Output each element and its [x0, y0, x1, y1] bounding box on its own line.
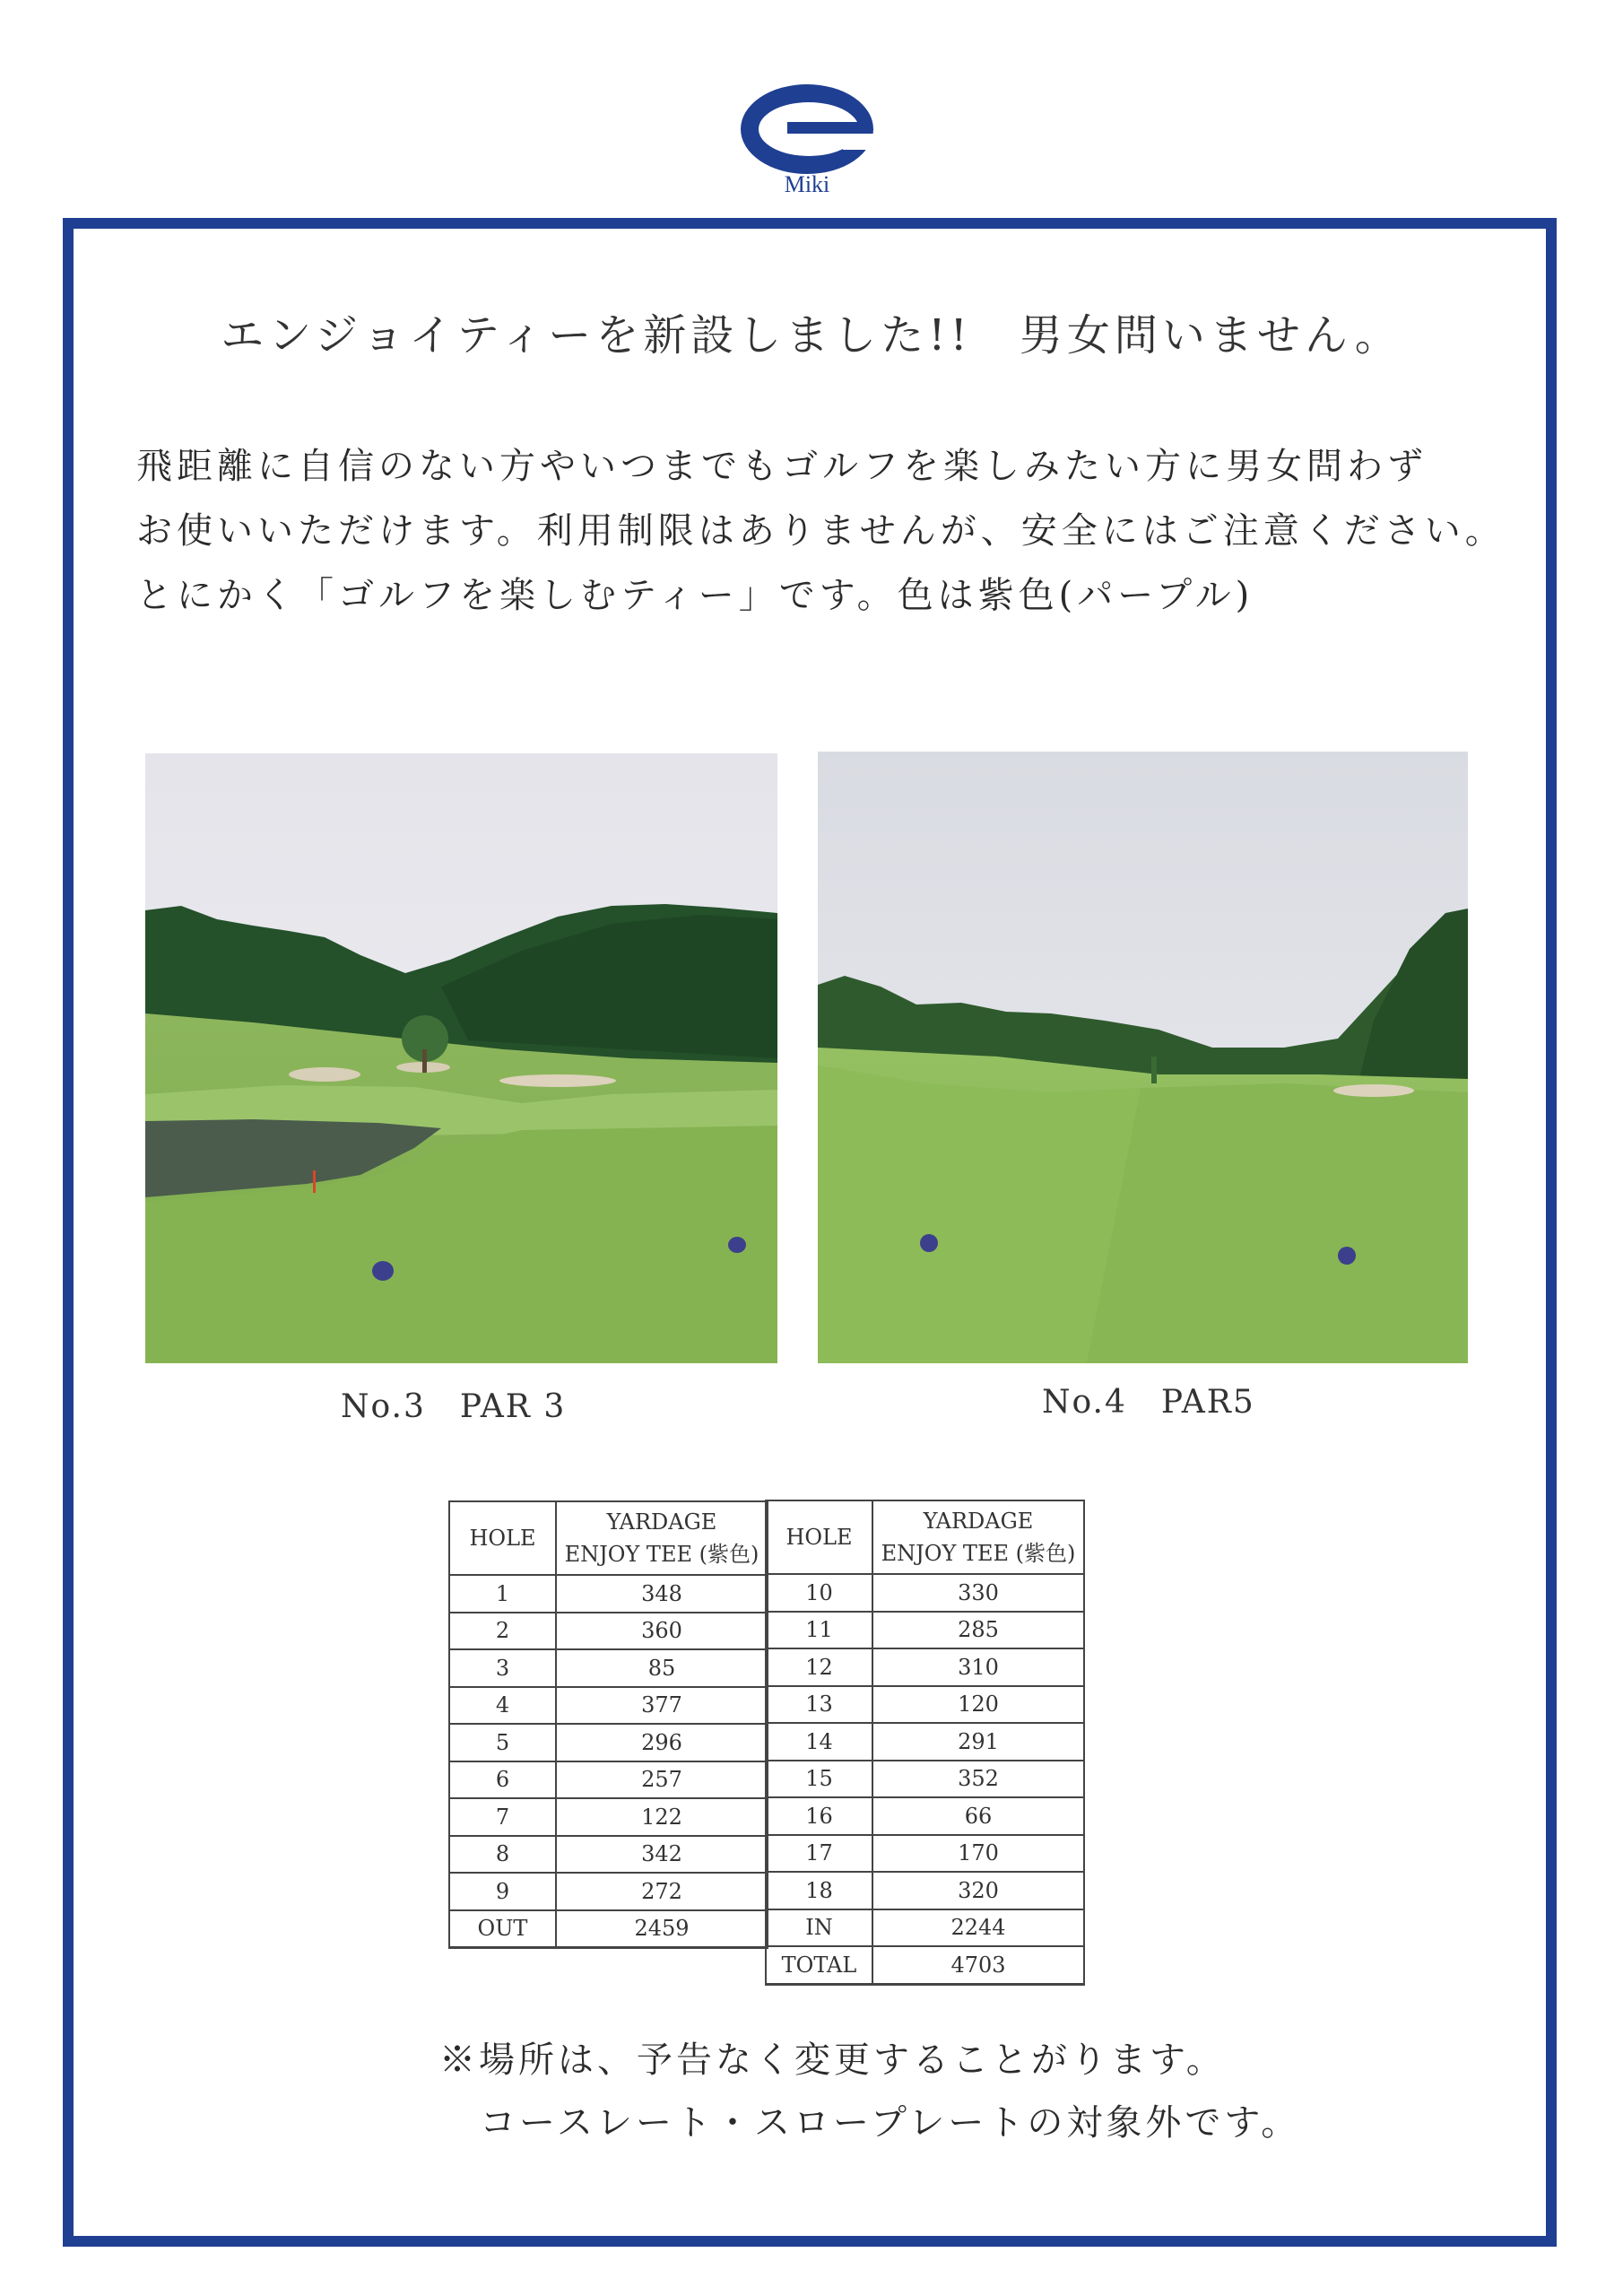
hole-cell: 16 — [766, 1797, 872, 1835]
hole-header: HOLE — [449, 1501, 556, 1575]
body-line-1: 飛距離に自信のない方やいつまでもゴルフを楽しみたい方に男女問わず — [136, 446, 1428, 487]
hole-cell: 4 — [449, 1687, 556, 1725]
yards-cell: 310 — [872, 1648, 1084, 1686]
table-row — [449, 1761, 768, 1799]
hole-cell: 2 — [449, 1613, 556, 1650]
out-total-row — [449, 1910, 768, 1948]
table-row — [766, 1872, 1084, 1909]
yards-cell: 4703 — [872, 1946, 1084, 1984]
hole-cell: 6 — [449, 1761, 556, 1799]
table-row — [766, 1686, 1084, 1724]
hole-cell: OUT — [449, 1910, 556, 1948]
hole-cell: 18 — [766, 1872, 872, 1909]
hole-cell: 12 — [766, 1648, 872, 1686]
yardage-header: YARDAGE ENJOY TEE (紫色) — [556, 1501, 768, 1575]
hole-cell: 11 — [766, 1612, 872, 1649]
table-row — [449, 1687, 768, 1725]
yards-cell: 330 — [872, 1574, 1084, 1612]
yards-cell: 257 — [556, 1761, 768, 1799]
yards-cell: 2244 — [872, 1909, 1084, 1947]
hole-cell: 9 — [449, 1873, 556, 1910]
table-row — [766, 1574, 1084, 1612]
table-row — [449, 1798, 768, 1836]
table-row — [766, 1761, 1084, 1798]
notice-line-2: コースレート・スロープレートの対象外です。 — [480, 2102, 1301, 2144]
hole-cell: IN — [766, 1909, 872, 1947]
yardage-table-back — [765, 1500, 1085, 1986]
hole-cell: 8 — [449, 1836, 556, 1874]
hole-cell: 14 — [766, 1723, 872, 1761]
hole-cell: 1 — [449, 1575, 556, 1613]
table-row — [449, 1873, 768, 1910]
miki-logo — [735, 83, 879, 199]
grand-total-row — [766, 1946, 1084, 1984]
yards-cell: 291 — [872, 1723, 1084, 1761]
yards-cell: 377 — [556, 1687, 768, 1725]
hole-3-caption: No.3 PAR 3 — [341, 1388, 567, 1425]
hole-cell: 5 — [449, 1724, 556, 1761]
yards-cell: 320 — [872, 1872, 1084, 1909]
yards-cell: 285 — [872, 1612, 1084, 1649]
yards-cell: 120 — [872, 1686, 1084, 1724]
hole-3-photo — [145, 753, 777, 1363]
table-row — [766, 1723, 1084, 1761]
miki-logo-mark-icon — [735, 83, 879, 199]
yards-cell: 170 — [872, 1835, 1084, 1873]
yards-cell: 122 — [556, 1798, 768, 1836]
table-row — [766, 1612, 1084, 1649]
yards-cell: 352 — [872, 1761, 1084, 1798]
yards-cell: 85 — [556, 1649, 768, 1687]
table-row — [449, 1649, 768, 1687]
yards-cell: 348 — [556, 1575, 768, 1613]
yards-cell: 360 — [556, 1613, 768, 1650]
hole-cell: 3 — [449, 1649, 556, 1687]
yards-cell: 2459 — [556, 1910, 768, 1948]
hole-cell: 17 — [766, 1835, 872, 1873]
yards-cell: 66 — [872, 1797, 1084, 1835]
table-row — [766, 1835, 1084, 1873]
table-row — [449, 1724, 768, 1761]
yardage-table-front — [448, 1500, 768, 1949]
yards-cell: 342 — [556, 1836, 768, 1874]
table-row — [766, 1797, 1084, 1835]
hole-cell: 15 — [766, 1761, 872, 1798]
hole-header: HOLE — [766, 1500, 872, 1574]
hole-4-caption: No.4 PAR5 — [1042, 1384, 1255, 1421]
hole-cell: TOTAL — [766, 1946, 872, 1984]
yardage-header: YARDAGE ENJOY TEE (紫色) — [872, 1500, 1084, 1574]
hole-cell: 7 — [449, 1798, 556, 1836]
hole-cell: 13 — [766, 1686, 872, 1724]
hole-cell: 10 — [766, 1574, 872, 1612]
yards-cell: 272 — [556, 1873, 768, 1910]
in-total-row — [766, 1909, 1084, 1947]
table-row — [449, 1575, 768, 1613]
table-row — [766, 1648, 1084, 1686]
notice-line-1: ※場所は、予告なく変更することがります。 — [439, 2039, 1226, 2081]
yards-cell: 296 — [556, 1724, 768, 1761]
hole-4-photo — [818, 752, 1468, 1363]
headline: エンジョイティーを新設しました!! 男女問いません。 — [221, 310, 1402, 361]
logo-text: Miki — [784, 171, 830, 197]
body-line-3: とにかく「ゴルフを楽しむティー」です。色は紫色(パープル) — [136, 575, 1254, 616]
body-line-2: お使いいただけます。利用制限はありませんが、安全にはご注意ください。 — [136, 510, 1506, 552]
table-row — [449, 1613, 768, 1650]
table-row — [449, 1836, 768, 1874]
